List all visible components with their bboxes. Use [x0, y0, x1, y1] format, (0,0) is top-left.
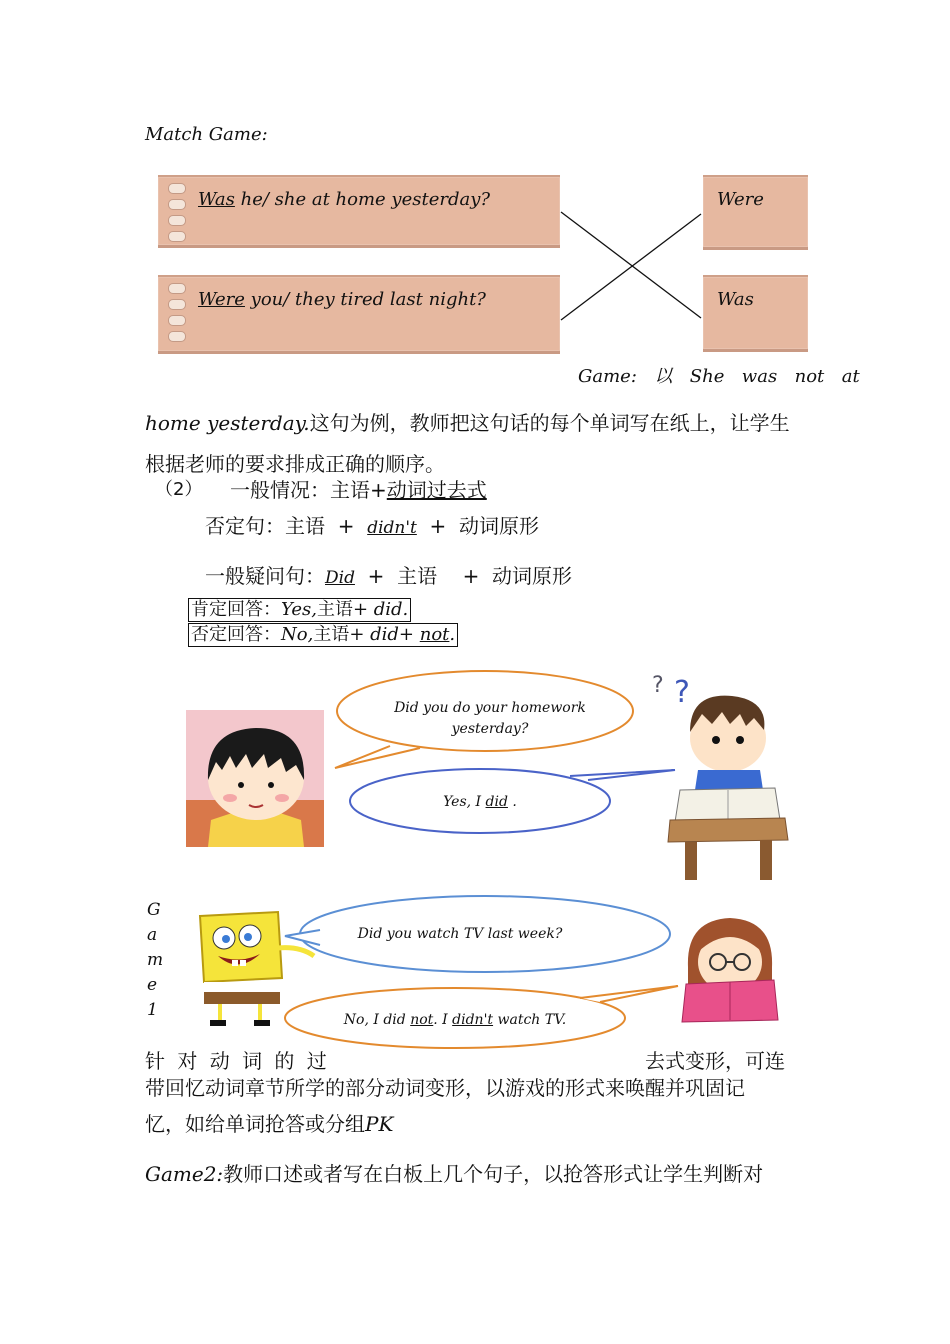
- dialog1-answer: Yes, I did .: [443, 794, 517, 810]
- rule-negative: 否定句：主语 + didn't + 动词原形: [205, 514, 540, 538]
- match-lines: [0, 0, 950, 400]
- question-1-text: he/ she at home yesterday?: [234, 189, 491, 210]
- reading-girl-cartoon-image: [668, 912, 792, 1027]
- game1-line2: 带回忆动词章节所学的部分动词变形，以游戏的形式来唤醒并巩固记: [145, 1076, 745, 1100]
- rule-yes-answer: 肯定回答：Yes,主语+ did.: [188, 598, 411, 622]
- dialog2-question: Did you watch TV last week?: [357, 926, 563, 942]
- question-2-verb: Were: [198, 289, 245, 310]
- game-intro-line3: 根据老师的要求排成正确的顺序。: [145, 452, 445, 476]
- match-game-label: Match Game:: [145, 124, 268, 145]
- game2-line: Game2:教师口述或者写在白板上几个句子，以抢答形式让学生判断对: [145, 1162, 764, 1186]
- svg-text:?: ?: [652, 673, 664, 698]
- boy-thinking-cartoon-image: [650, 670, 790, 885]
- game1-line1-left: 针 对 动 词 的 过: [145, 1049, 330, 1073]
- game-intro-line1: Game: 以 She was not at: [578, 366, 860, 387]
- rule-no-answer: 否定回答：No,主语+ did+ not.: [188, 623, 458, 647]
- game1-vertical-label: G a m e 1: [147, 900, 164, 1020]
- dialog1-question: Did you do your homework yesterday?: [394, 700, 586, 737]
- rule-question: 一般疑问句：Did + 主语 + 动词原形: [205, 564, 573, 588]
- girl-cartoon-image: [186, 710, 324, 847]
- question-1-verb: Was: [198, 189, 235, 210]
- svg-text:?: ?: [674, 675, 690, 710]
- game-intro-line2: home yesterday.这句为例，教师把这句话的每个单词写在纸上，让学生: [145, 411, 790, 435]
- game1-line3: 忆，如给单词抢答或分组PK: [145, 1112, 394, 1136]
- game1-line1-right: 去式变形，可连: [645, 1049, 785, 1073]
- rule-general: 一般情况：主语+动词过去式: [230, 478, 487, 502]
- answer-1-text: Were: [717, 189, 764, 210]
- question-2-text: you/ they tired last night?: [244, 289, 486, 310]
- rule-number: （2）: [155, 479, 203, 500]
- answer-2-text: Was: [717, 289, 754, 310]
- dialog2-answer: No, I did not. I didn't watch TV.: [343, 1012, 567, 1028]
